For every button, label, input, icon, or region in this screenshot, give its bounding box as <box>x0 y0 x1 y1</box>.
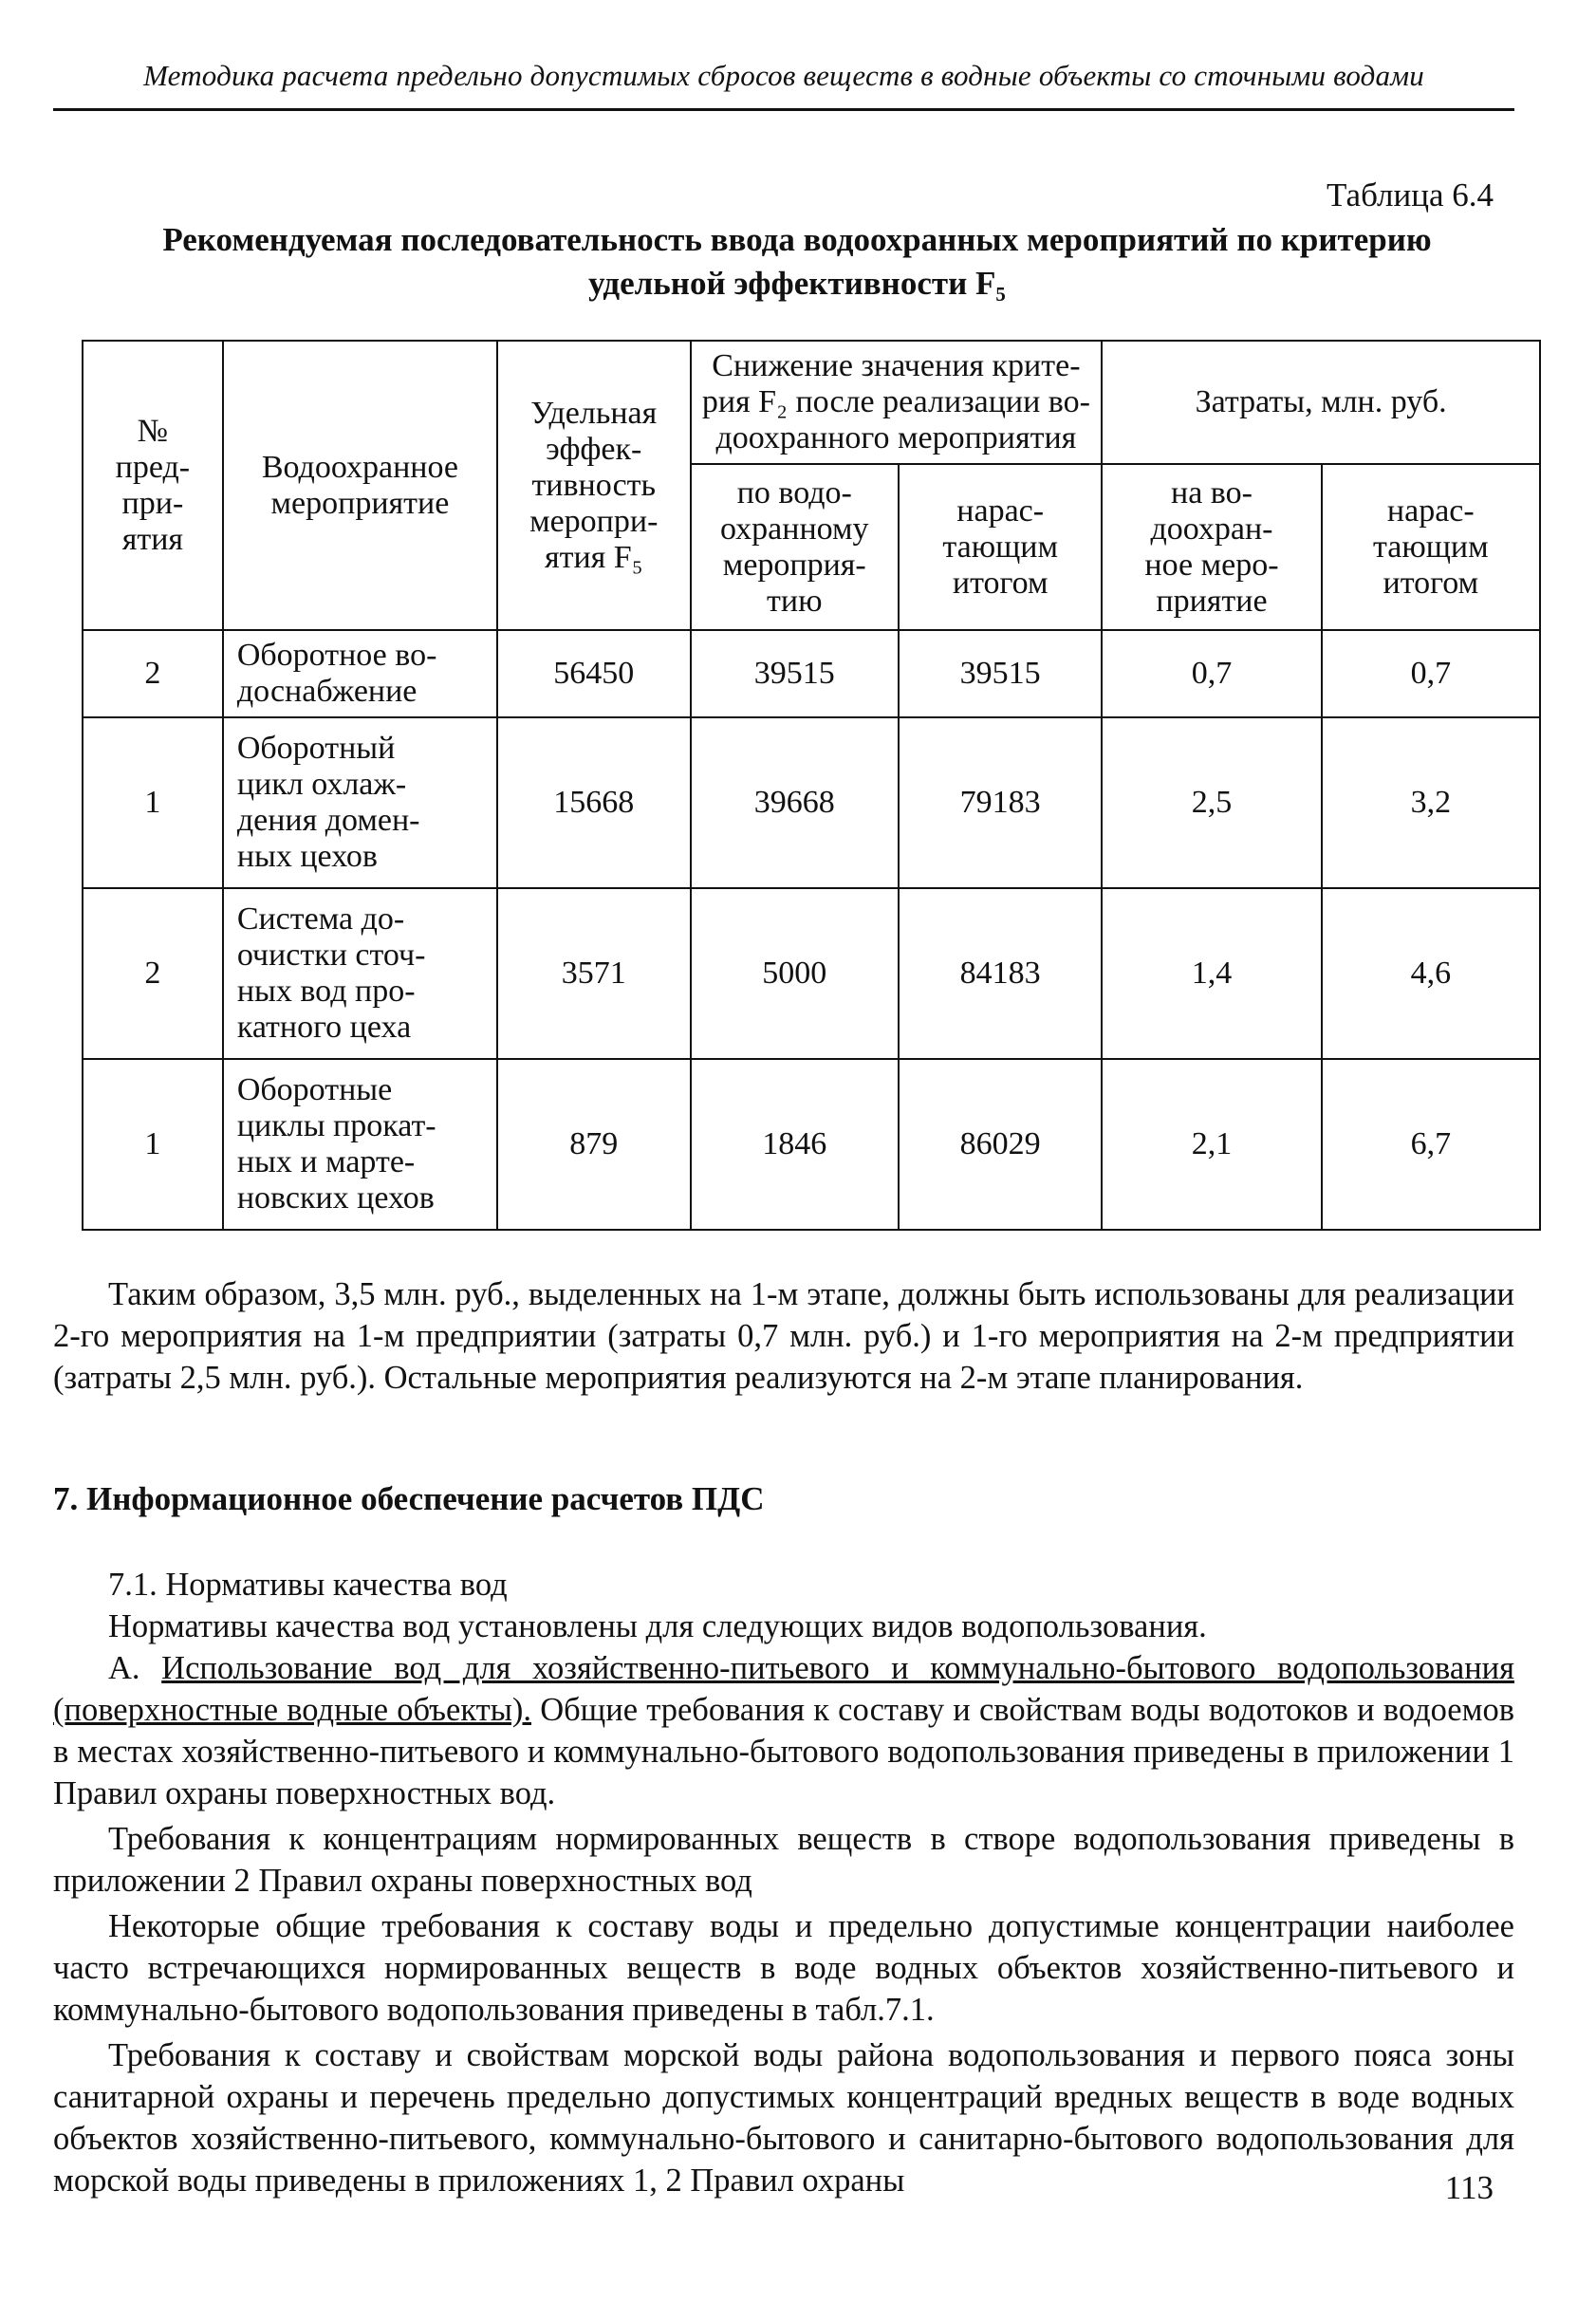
cell-cost-cum: 3,2 <box>1322 717 1540 888</box>
cell-reduction-cum: 86029 <box>899 1059 1102 1230</box>
section-heading: 7. Информационное обеспечение расчетов ПДС <box>53 1480 765 1517</box>
cell-measure: Оборотный цикл охлаж- дения домен- ных цехов <box>223 717 497 888</box>
intro-paragraph: Нормативы качества вод установлены для следующих видов водопользования. <box>108 1608 1207 1644</box>
cell-reduction-cum: 84183 <box>899 888 1102 1059</box>
cell-cost-cum: 6,7 <box>1322 1059 1540 1230</box>
running-header: Методика расчета предельно допустимых сбросов веществ в водные объекты со сточными водами <box>143 59 1424 92</box>
header-cost-per: на во- доохран- ное меро- приятие <box>1102 464 1321 630</box>
header-rule <box>53 108 1514 111</box>
summary-block <box>53 1273 1514 1399</box>
paragraph-a-underlined: Использование вод для хозяйственно-питьевого и коммунально-бытового водопользования (поверхностные водные объекты). <box>53 1650 1514 1728</box>
table-row <box>83 717 1540 888</box>
page-number: 113 <box>1444 2169 1494 2206</box>
header-reduction-group: Снижение значения крите- рия F₂ после реализации во- доохранного мероприятия <box>691 341 1103 464</box>
header-reduction-per: по водо- охранному мероприя- тию <box>691 464 900 630</box>
paragraph-a-prefix: А. <box>108 1650 162 1686</box>
cell-cost-per: 2,5 <box>1102 717 1321 888</box>
subsection-title: 7.1. Нормативы качества вод <box>108 1567 508 1603</box>
section-body <box>53 1564 1514 2201</box>
cell-efficiency: 15668 <box>497 717 691 888</box>
cell-reduction-per: 1846 <box>691 1059 900 1230</box>
paragraph-a <box>53 1647 1514 1814</box>
cell-reduction-cum: 79183 <box>899 717 1102 888</box>
header-reduction-cum: нарас- тающим итогом <box>899 464 1102 630</box>
table-label: Таблица 6.4 <box>1327 176 1494 213</box>
header-efficiency: Удельная эффек- тивность меропри- ятия F₅ <box>497 341 691 630</box>
cell-enterprise: 1 <box>83 717 223 888</box>
table-title-line1: Рекомендуемая последовательность ввода водоохранных мероприятий по критерию <box>162 221 1432 258</box>
cell-measure: Оборотные циклы прокат- ных и марте- новских цехов <box>223 1059 497 1230</box>
header-enterprise: № пред- при- ятия <box>83 341 223 630</box>
cell-efficiency: 56450 <box>497 630 691 717</box>
table-title <box>57 218 1537 306</box>
summary-paragraph: Таким образом, 3,5 млн. руб., выделенных на 1-м этапе, должны быть использованы для реализации 2-го мероприятия на 1-м предприятии (затраты 0,7 млн. руб.) и 1-го мероприятия на 2-м предприятии (затраты 2,5 млн. руб.). Остальные мероприятия реализуются на 2-м этапе планирования. <box>53 1276 1514 1396</box>
cell-cost-per: 1,4 <box>1102 888 1321 1059</box>
cell-cost-per: 2,1 <box>1102 1059 1321 1230</box>
cell-reduction-per: 5000 <box>691 888 900 1059</box>
header-costs-group: Затраты, млн. руб. <box>1102 341 1540 464</box>
table-row <box>83 888 1540 1059</box>
cell-efficiency: 879 <box>497 1059 691 1230</box>
paragraph-a-rest: Общие требования к составу и свойствам воды водотоков и водоемов в местах хозяйственно-питьевого и коммунально-бытового водопользования приведены в приложении 1 Правил охраны поверхностных вод. <box>53 1692 1514 1811</box>
cell-cost-cum: 0,7 <box>1322 630 1540 717</box>
table-title-line2: удельной эффективности F₅ <box>588 265 1006 302</box>
header-measure: Водоохранное мероприятие <box>223 341 497 630</box>
cell-measure: Оборотное во- доснабжение <box>223 630 497 717</box>
table-row <box>83 1059 1540 1230</box>
cell-enterprise: 1 <box>83 1059 223 1230</box>
cell-enterprise: 2 <box>83 630 223 717</box>
cell-efficiency: 3571 <box>497 888 691 1059</box>
cell-reduction-per: 39668 <box>691 717 900 888</box>
cell-reduction-cum: 39515 <box>899 630 1102 717</box>
general-paragraph: Некоторые общие требования к составу воды и предельно допустимые концентрации наиболее часто встречающихся нормированных веществ в воде водных объектов хозяйственно-питьевого и коммунально-бытового водопользования приведены в табл.7.1. <box>53 1908 1514 2028</box>
cell-measure: Система до- очистки сточ- ных вод про- катного цеха <box>223 888 497 1059</box>
measures-table <box>82 340 1541 1231</box>
cell-cost-cum: 4,6 <box>1322 888 1540 1059</box>
sea-paragraph: Требования к составу и свойствам морской воды района водопользования и первого пояса зоны санитарной охраны и перечень предельно допустимых концентраций вредных веществ в воде водных объектов хозяйственно-питьевого, коммунально-бытового и санитарно-бытового водопользования для морской воды приведены в приложениях 1, 2 Правил охраны <box>53 2037 1514 2199</box>
concentrations-paragraph: Требования к концентрациям нормированных веществ в створе водопользования приведены в приложении 2 Правил охраны поверхностных вод <box>53 1821 1514 1899</box>
cell-enterprise: 2 <box>83 888 223 1059</box>
header-cost-cum: нарас- тающим итогом <box>1322 464 1540 630</box>
cell-cost-per: 0,7 <box>1102 630 1321 717</box>
cell-reduction-per: 39515 <box>691 630 900 717</box>
table-row <box>83 630 1540 717</box>
